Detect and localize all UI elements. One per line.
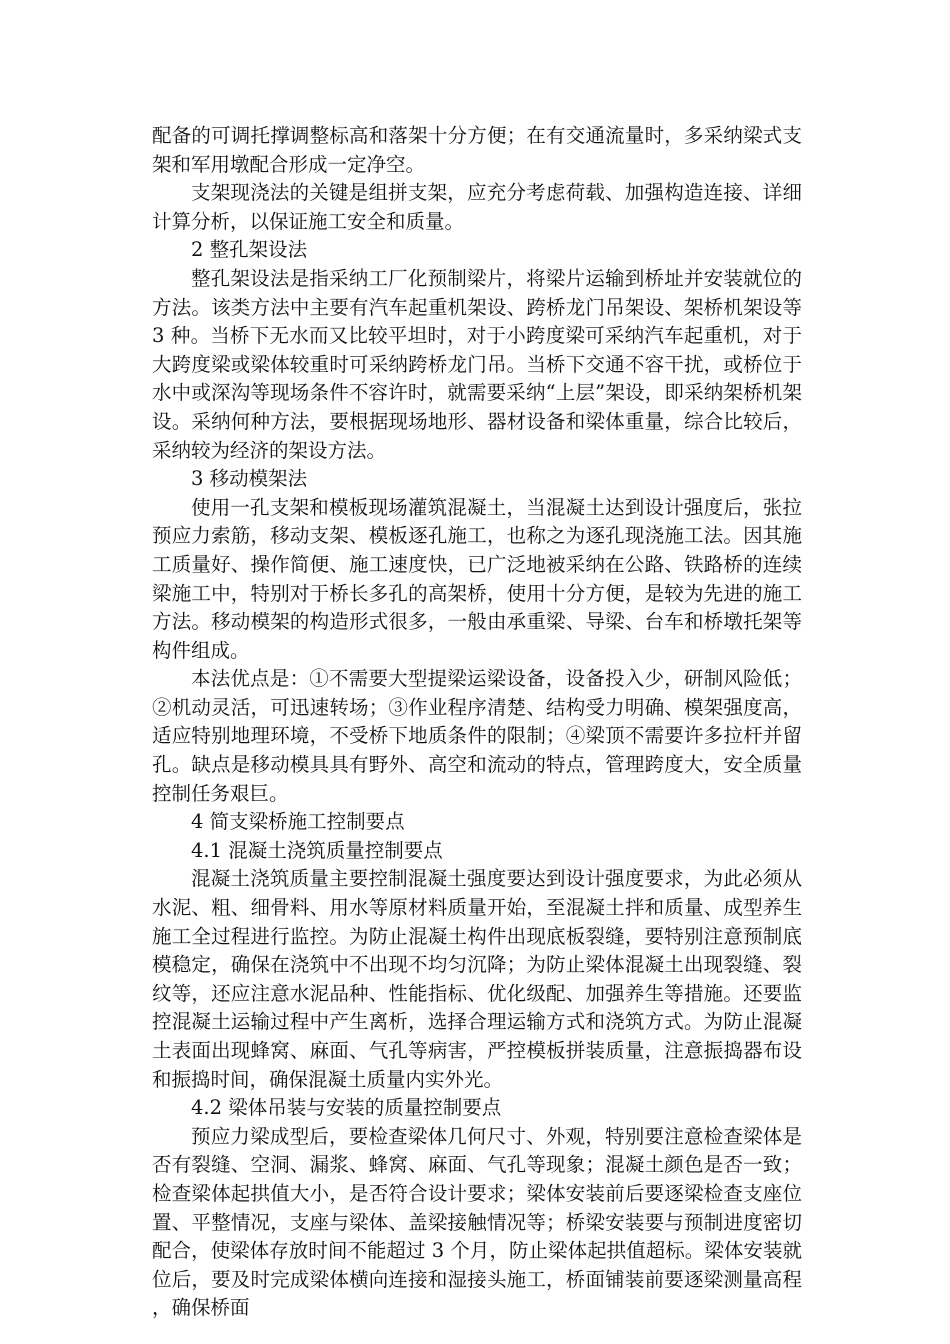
paragraph-support-key: 支架现浇法的关键是组拼支架，应充分考虑荷载、加强构造连接、详细计算分析，以保证施工安全和质量。: [152, 181, 802, 233]
section-heading-4-1: 4.1 混凝土浇筑质量控制要点: [191, 838, 443, 862]
section-heading-3: 3 移动模架法: [191, 467, 308, 491]
paragraph-beam-installation: 预应力梁成型后，要检查梁体几何尺寸、外观，特别要注意检查梁体是否有裂缝、空洞、漏浆、蜂窝、麻面、气孔等现象；混凝土颜色是否一致；检查梁体起拱值大小，是否符合设计要求；梁体安装前后要逐梁检查支座位置、平整情况，支座与梁体、盖梁接触情况等；桥梁安装要与预制进度密切配合，使梁体存放时间不能超过 3 个月，防止梁体起拱值超标。梁体安装就位后，要及时完成梁体横向连接和湿接头施工，桥面铺装前要逐梁测量高程，确保桥面: [152, 1124, 802, 1320]
section-heading-4: 4 简支梁桥施工控制要点: [191, 810, 405, 834]
paragraph-continuation: 配备的可调托撑调整标高和落架十分方便；在有交通流量时，多采纳梁式支架和军用墩配合形成一定净空。: [152, 124, 802, 176]
paragraph-whole-span-erection: 整孔架设法是指采纳工厂化预制梁片，将梁片运输到桥址并安装就位的方法。该类方法中主要有汽车起重机架设、跨桥龙门吊架设、架桥机架设等 3 种。当桥下无水而又比较平坦时，对于小跨度梁可采纳汽车起重机，对于大跨度梁或梁体较重时可采纳跨桥龙门吊。当桥下交通不容干扰，或桥位于水中或深沟等现场条件不容许时，就需要采纳“上层”架设，即采纳架桥机架设。采纳何种方法，要根据现场地形、器材设备和梁体重量，综合比较后，采纳较为经济的架设方法。: [152, 266, 802, 462]
section-heading-2: 2 整孔架设法: [191, 238, 308, 262]
document-body: [152, 122, 802, 1323]
paragraph-movable-formwork: 使用一孔支架和模板现场灌筑混凝土，当混凝土达到设计强度后，张拉预应力索筋，移动支架、模板逐孔施工，也称之为逐孔现浇施工法。因其施工质量好、操作简便、施工速度快，已广泛地被采纳在公路、铁路桥的连续梁施工中，特别对于桥长多孔的高架桥，使用十分方便，是较为先进的施工方法。移动模架的构造形式很多，一般由承重梁、导梁、台车和桥墩托架等构件组成。: [152, 495, 802, 662]
section-heading-4-2: 4.2 梁体吊装与安装的质量控制要点: [191, 1096, 502, 1120]
paragraph-concrete-quality: 混凝土浇筑质量主要控制混凝土强度要达到设计强度要求，为此必须从水泥、粗、细骨料、用水等原材料质量开始，至混凝土拌和质量、成型养生施工全过程进行监控。为防止混凝土构件出现底板裂缝，要特别注意预制底模稳定，确保在浇筑中不出现不均匀沉降；为防止梁体混凝土出现裂缝、裂纹等，还应注意水泥品种、性能指标、优化级配、加强养生等措施。还要监控混凝土运输过程中产生离析，选择合理运输方式和浇筑方式。为防止混凝土表面出现蜂窝、麻面、气孔等病害，严控模板拼装质量，注意振捣器布设和振捣时间，确保混凝土质量内实外光。: [152, 867, 802, 1091]
paragraph-advantages: 本法优点是：①不需要大型提梁运梁设备，设备投入少，研制风险低；②机动灵活，可迅速转场；③作业程序清楚、结构受力明确、模架强度高，适应特别地理环境，不受桥下地质条件的限制；④梁顶不需要许多拉杆并留孔。缺点是移动模具具有野外、高空和流动的特点，管理跨度大，安全质量控制任务艰巨。: [152, 667, 802, 805]
